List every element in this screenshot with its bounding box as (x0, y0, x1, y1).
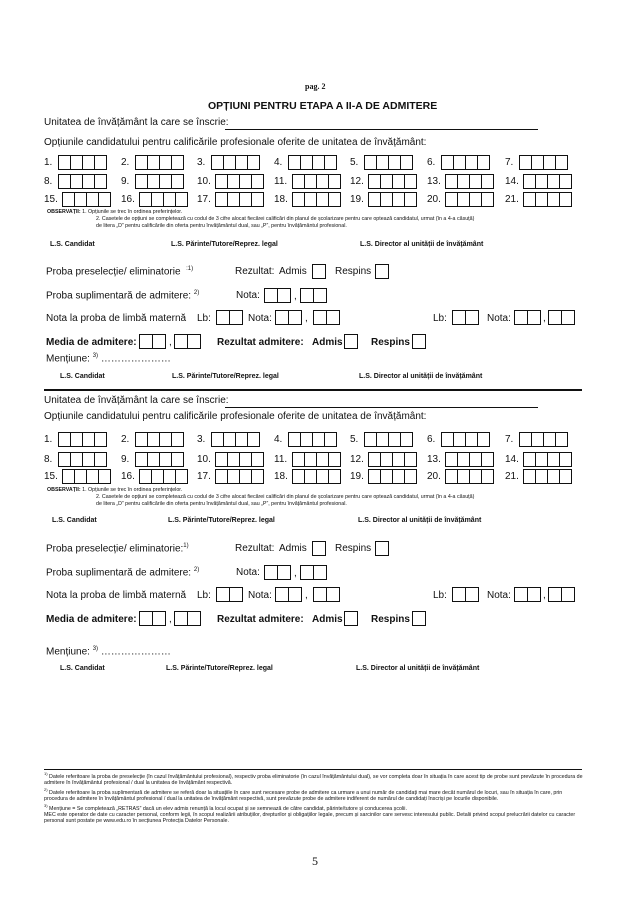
admis-checkbox[interactable] (312, 264, 326, 279)
option-cell (121, 451, 184, 468)
option-number: 5. (350, 434, 359, 445)
obs-title: OBSERVAȚII: (47, 209, 81, 215)
option-cell (121, 154, 184, 171)
nota2-digit-2[interactable] (527, 310, 541, 325)
comma: , (169, 337, 172, 348)
options-label: Opțiunile candidatului pentru calificările profesionale oferite de unitatea de învățământ: (44, 411, 427, 422)
option-code-box[interactable] (324, 432, 337, 447)
option-cell (44, 191, 111, 208)
nota-digit-4[interactable] (313, 565, 327, 580)
respins-checkbox-2[interactable] (412, 334, 426, 349)
option-number: 11. (274, 176, 288, 187)
option-number: 17. (197, 471, 211, 482)
page-label: pag. 2 (305, 82, 326, 91)
option-number: 15. (44, 194, 58, 205)
media-label: Media de admitere: (46, 337, 137, 348)
obs-3: de litera „D” pentru calificările din oferta pentru învățământul dual, sau „P”, pentru învățământul profesional. (96, 501, 347, 507)
sign-parinte: L.S. Părinte/Tutore/Reprez. legal (171, 241, 278, 248)
option-number: 2. (121, 157, 130, 168)
admis-checkbox[interactable] (312, 541, 326, 556)
option-number: 10. (197, 454, 211, 465)
option-cell (505, 154, 568, 171)
lb2-label: Lb: (433, 313, 447, 324)
option-code-box[interactable] (328, 192, 341, 207)
option-cell (197, 451, 264, 468)
option-code-box[interactable] (247, 432, 260, 447)
rezultat-admitere-label: Rezultat admitere: (217, 337, 304, 348)
option-cell (121, 191, 188, 208)
limba-materna-label: Nota la proba de limbă maternă (46, 313, 187, 324)
media-digit-2[interactable] (152, 611, 166, 626)
nota-lm-digit-1[interactable] (275, 310, 289, 325)
option-code-box[interactable] (477, 155, 490, 170)
option-number: 9. (121, 454, 130, 465)
comma: , (294, 291, 297, 302)
option-code-box[interactable] (404, 452, 417, 467)
option-cell (274, 468, 341, 485)
sign-director: L.S. Director al unității de învățământ (360, 241, 484, 248)
option-cell (427, 451, 494, 468)
option-cell (427, 191, 494, 208)
page-number: 5 (312, 854, 318, 868)
media-digit-1[interactable] (139, 611, 153, 626)
comma: , (294, 568, 297, 579)
option-cell (44, 173, 107, 190)
section-divider (44, 389, 582, 391)
option-code-box[interactable] (98, 469, 111, 484)
options-label: Opțiunile candidatului pentru calificările profesionale oferite de unitatea de învățământ: (44, 137, 427, 148)
nota-digit-3[interactable] (300, 288, 314, 303)
sign-candidat: L.S. Candidat (52, 517, 97, 524)
lb2-label: Lb: (433, 590, 447, 601)
option-number: 6. (427, 434, 436, 445)
option-code-box[interactable] (175, 469, 188, 484)
rezultat-admitere-label: Rezultat admitere: (217, 614, 304, 625)
media-digit-1[interactable] (139, 334, 153, 349)
obs-1: 1. Opțiunile se trec în ordinea preferințelor. (82, 209, 183, 215)
option-code-box[interactable] (555, 432, 568, 447)
lb-box-2[interactable] (229, 310, 243, 325)
option-number: 17. (197, 194, 211, 205)
option-code-box[interactable] (175, 192, 188, 207)
option-number: 12. (350, 176, 364, 187)
option-cell (505, 468, 572, 485)
nota-digit-1[interactable] (264, 288, 278, 303)
option-cell (197, 173, 264, 190)
media-digit-2[interactable] (152, 334, 166, 349)
option-number: 16. (121, 471, 135, 482)
option-cell (350, 154, 413, 171)
option-number: 18. (274, 194, 288, 205)
proba-suplimentara-label: Proba suplimentară de admitere: $^{2)}$ (46, 567, 200, 579)
option-code-box[interactable] (94, 155, 107, 170)
option-code-box[interactable] (328, 174, 341, 189)
option-code-box[interactable] (94, 432, 107, 447)
obs-title: OBSERVAȚII: (47, 487, 81, 493)
option-cell (505, 451, 572, 468)
nota-label: Nota: (236, 290, 260, 301)
option-number: 4. (274, 434, 283, 445)
option-number: 21. (505, 194, 519, 205)
limba-materna-label: Nota la proba de limbă maternă (46, 590, 187, 601)
option-number: 9. (121, 176, 130, 187)
admis-label: Admis (279, 266, 307, 277)
footnote-divider (44, 769, 582, 770)
option-number: 3. (197, 434, 206, 445)
option-code-box[interactable] (251, 452, 264, 467)
nota-lm-digit-3[interactable] (313, 310, 327, 325)
option-code-box[interactable] (171, 155, 184, 170)
mentiune-label: Mențiune: $^{3)}$ ………………… (46, 353, 171, 365)
respins-checkbox[interactable] (375, 541, 389, 556)
option-code-box[interactable] (251, 469, 264, 484)
proba-suplimentara-label: Proba suplimentară de admitere: $^{2)}$ (46, 290, 200, 302)
rezultat-label: Rezultat: (235, 266, 275, 277)
lb2-box-2[interactable] (465, 587, 479, 602)
option-code-box[interactable] (559, 192, 572, 207)
admis-checkbox-2[interactable] (344, 334, 358, 349)
option-number: 10. (197, 176, 211, 187)
lb2-box-2[interactable] (465, 310, 479, 325)
admis-label-2: Admis (312, 337, 343, 348)
comma: , (543, 313, 546, 324)
respins-checkbox[interactable] (375, 264, 389, 279)
nota2-digit-3[interactable] (548, 310, 562, 325)
nota-lm-digit-4[interactable] (326, 587, 340, 602)
respins-label-2: Respins (371, 337, 410, 348)
option-code-box[interactable] (328, 452, 341, 467)
respins-label: Respins (335, 543, 372, 554)
footnote-2: $^{2)}$ Datele referitoare la proba suplimentară de admitere se referă doar la situațiile în care sunt necesare probe de admitere ca urmare a unui număr de candidați mai mare decât numărul de locuri, sau în situația în care, prin procedura de admitere în învățământul profesional / dual la unitatea de învățământ respectivă, sunt prevăzute probe de admitere indiferent de numărul de candidați înscriși pe locurile disponibile. (44, 786, 563, 803)
option-code-box[interactable] (404, 174, 417, 189)
observatii (47, 209, 182, 216)
media-label: Media de admitere: (46, 614, 137, 625)
obs-1: 1. Opțiunile se trec în ordinea preferințelor. (82, 487, 183, 493)
nota-digit-1[interactable] (264, 565, 278, 580)
nota-lm-label: Nota: (248, 313, 272, 324)
nota-lm-digit-3[interactable] (313, 587, 327, 602)
option-cell (121, 431, 184, 448)
media-digit-3[interactable] (174, 611, 188, 626)
nota2-digit-3[interactable] (548, 587, 562, 602)
option-cell (350, 173, 417, 190)
respins-label: Respins (335, 266, 372, 277)
option-cell (121, 173, 184, 190)
admis-label-2: Admis (312, 614, 343, 625)
option-cell (350, 191, 417, 208)
option-code-box[interactable] (94, 452, 107, 467)
rezultat-label: Rezultat: (235, 543, 275, 554)
option-cell (350, 468, 417, 485)
footnotes (44, 771, 584, 825)
sign2-director: L.S. Director al unității de învățământ (356, 665, 480, 672)
option-cell (427, 173, 494, 190)
nota-lm-digit-1[interactable] (275, 587, 289, 602)
option-number: 18. (274, 471, 288, 482)
option-cell (505, 191, 572, 208)
nota2-digit-1[interactable] (514, 587, 528, 602)
nota-lm-digit-4[interactable] (326, 310, 340, 325)
option-cell (427, 468, 494, 485)
option-cell (197, 431, 260, 448)
admis-label: Admis (279, 543, 307, 554)
option-cell (274, 451, 341, 468)
lb-box-2[interactable] (229, 587, 243, 602)
sign2-candidat: L.S. Candidat (60, 665, 105, 672)
option-number: 1. (44, 434, 53, 445)
option-number: 6. (427, 157, 436, 168)
option-cell (274, 431, 337, 448)
page-title: OPȚIUNI PENTRU ETAPA A II-A DE ADMITERE (208, 100, 438, 112)
comma: , (543, 590, 546, 601)
unit-label: Unitatea de învățământ la care se înscrie: (44, 117, 229, 128)
option-code-box[interactable] (481, 452, 494, 467)
option-cell (274, 173, 341, 190)
nota2-digit-4[interactable] (561, 587, 575, 602)
proba-preselectie-label: Proba preselecție/ eliminatorie $^{:1)}$ (46, 266, 194, 278)
option-number: 13. (427, 454, 441, 465)
comma: , (305, 313, 308, 324)
lb2-box-1[interactable] (452, 587, 466, 602)
option-code-box[interactable] (555, 155, 568, 170)
option-code-box[interactable] (247, 155, 260, 170)
sign2-director: L.S. Director al unității de învățământ (359, 373, 483, 380)
option-code-box[interactable] (328, 469, 341, 484)
media-digit-3[interactable] (174, 334, 188, 349)
option-number: 5. (350, 157, 359, 168)
option-code-box[interactable] (251, 174, 264, 189)
unit-label: Unitatea de învățământ la care se înscrie: (44, 395, 229, 406)
option-number: 7. (505, 157, 514, 168)
nota-digit-2[interactable] (277, 565, 291, 580)
option-cell (44, 468, 111, 485)
option-code-box[interactable] (400, 155, 413, 170)
mentiune-label: Mențiune: $^{3)}$ ………………… (46, 646, 171, 658)
option-number: 14. (505, 454, 519, 465)
nota2-digit-4[interactable] (561, 310, 575, 325)
option-cell (505, 431, 568, 448)
sign-candidat: L.S. Candidat (50, 241, 95, 248)
option-number: 4. (274, 157, 283, 168)
option-number: 19. (350, 194, 364, 205)
lb-box-1[interactable] (216, 310, 230, 325)
nota-lm-label: Nota: (248, 590, 272, 601)
option-number: 20. (427, 194, 441, 205)
nota-digit-3[interactable] (300, 565, 314, 580)
option-cell (274, 191, 341, 208)
nota2-digit-1[interactable] (514, 310, 528, 325)
nota-lm-digit-2[interactable] (288, 587, 302, 602)
media-digit-4[interactable] (187, 334, 201, 349)
sign-parinte: L.S. Părinte/Tutore/Reprez. legal (168, 517, 275, 524)
option-code-box[interactable] (324, 155, 337, 170)
option-number: 19. (350, 471, 364, 482)
option-number: 20. (427, 471, 441, 482)
sign-director: L.S. Director al unității de învățământ (358, 517, 482, 524)
footnote-mec: MEC este operator de date cu caracter personal, conform legii, în scopul realizării atribuțiilor, drepturilor și obligațiilor legale, precum și sarcinilor care servesc interesului public. Detalii privind scopul prelucrării datelor cu caracter personal sunt postate pe www.edu.ro în secțiunea Protecția Datelor Personale. (44, 811, 576, 825)
obs-2: 2. Casetele de opțiuni se completează cu codul de 3 cifre alocat fiecărei calificări din planul de școlarizare pentru care optează candidatul, urmat (în a 4-a căsuță) (96, 494, 475, 500)
footnote-3: $^{3)}$ Mențiune = Se completează „RETRAS” dacă un elev admis renunță la locul ocupat și se semnează de către candidat, părinte/tutore și conducerea școlii. (44, 802, 407, 812)
option-code-box[interactable] (94, 174, 107, 189)
nota-lm-digit-2[interactable] (288, 310, 302, 325)
option-cell (44, 154, 107, 171)
option-cell (121, 468, 188, 485)
option-cell (274, 154, 337, 171)
option-code-box[interactable] (559, 174, 572, 189)
option-cell (197, 191, 264, 208)
comma: , (169, 614, 172, 625)
sign2-parinte: L.S. Părinte/Tutore/Reprez. legal (166, 665, 273, 672)
option-code-box[interactable] (481, 192, 494, 207)
lb-label: Lb: (197, 590, 211, 601)
lb2-box-1[interactable] (452, 310, 466, 325)
option-number: 2. (121, 434, 130, 445)
nota-digit-2[interactable] (277, 288, 291, 303)
option-number: 11. (274, 454, 288, 465)
footnote-1: $^{1)}$ Datele referitoare la proba de preselecție (în cazul învățământului profesional), respectiv proba eliminatorie (în cazul învățământului dual), se vor completa doar în situația în care acest tip de probe sunt prevăzute în procedura de admitere în învățământul profesional / dual la unitatea de învățământ respectivă. (44, 771, 583, 787)
option-code-box[interactable] (171, 174, 184, 189)
nota-label: Nota: (236, 567, 260, 578)
option-cell (197, 154, 260, 171)
option-code-box[interactable] (559, 469, 572, 484)
sign2-candidat: L.S. Candidat (60, 373, 105, 380)
option-number: 3. (197, 157, 206, 168)
option-cell (427, 154, 490, 171)
option-number: 16. (121, 194, 135, 205)
observatii (47, 487, 182, 494)
unit-input-line[interactable] (225, 129, 538, 130)
lb-box-1[interactable] (216, 587, 230, 602)
option-cell (427, 431, 490, 448)
nota-digit-4[interactable] (313, 288, 327, 303)
respins-checkbox-2[interactable] (412, 611, 426, 626)
option-code-box[interactable] (171, 432, 184, 447)
nota2-label: Nota: (487, 313, 511, 324)
option-code-box[interactable] (98, 192, 111, 207)
lb-label: Lb: (197, 313, 211, 324)
option-code-box[interactable] (559, 452, 572, 467)
obs-2: 2. Casetele de opțiuni se completează cu codul de 3 cifre alocat fiecărei calificări din planul de școlarizare pentru care optează candidatul, urmat (în a 4-a căsuță) (96, 216, 475, 222)
option-code-box[interactable] (171, 452, 184, 467)
option-code-box[interactable] (404, 192, 417, 207)
unit-input-line[interactable] (225, 407, 538, 408)
option-code-box[interactable] (400, 432, 413, 447)
option-cell (505, 173, 572, 190)
option-number: 8. (44, 176, 53, 187)
option-code-box[interactable] (404, 469, 417, 484)
option-number: 15. (44, 471, 58, 482)
respins-label-2: Respins (371, 614, 410, 625)
comma: , (305, 590, 308, 601)
sign2-parinte: L.S. Părinte/Tutore/Reprez. legal (172, 373, 279, 380)
option-number: 7. (505, 434, 514, 445)
option-number: 21. (505, 471, 519, 482)
nota2-digit-2[interactable] (527, 587, 541, 602)
media-digit-4[interactable] (187, 611, 201, 626)
option-code-box[interactable] (481, 174, 494, 189)
option-number: 8. (44, 454, 53, 465)
nota2-label: Nota: (487, 590, 511, 601)
option-code-box[interactable] (477, 432, 490, 447)
admis-checkbox-2[interactable] (344, 611, 358, 626)
option-cell (350, 451, 417, 468)
obs-3: de litera „D” pentru calificările din oferta pentru învățământul dual, sau „P”, pentru învățământul profesional. (96, 223, 347, 229)
option-cell (350, 431, 413, 448)
option-number: 1. (44, 157, 53, 168)
option-number: 14. (505, 176, 519, 187)
option-cell (44, 431, 107, 448)
option-number: 13. (427, 176, 441, 187)
option-code-box[interactable] (251, 192, 264, 207)
option-code-box[interactable] (481, 469, 494, 484)
option-cell (44, 451, 107, 468)
option-cell (197, 468, 264, 485)
option-number: 12. (350, 454, 364, 465)
proba-preselectie-label: Proba preselecție/ eliminatorie:$^{1)}$ (46, 543, 189, 555)
